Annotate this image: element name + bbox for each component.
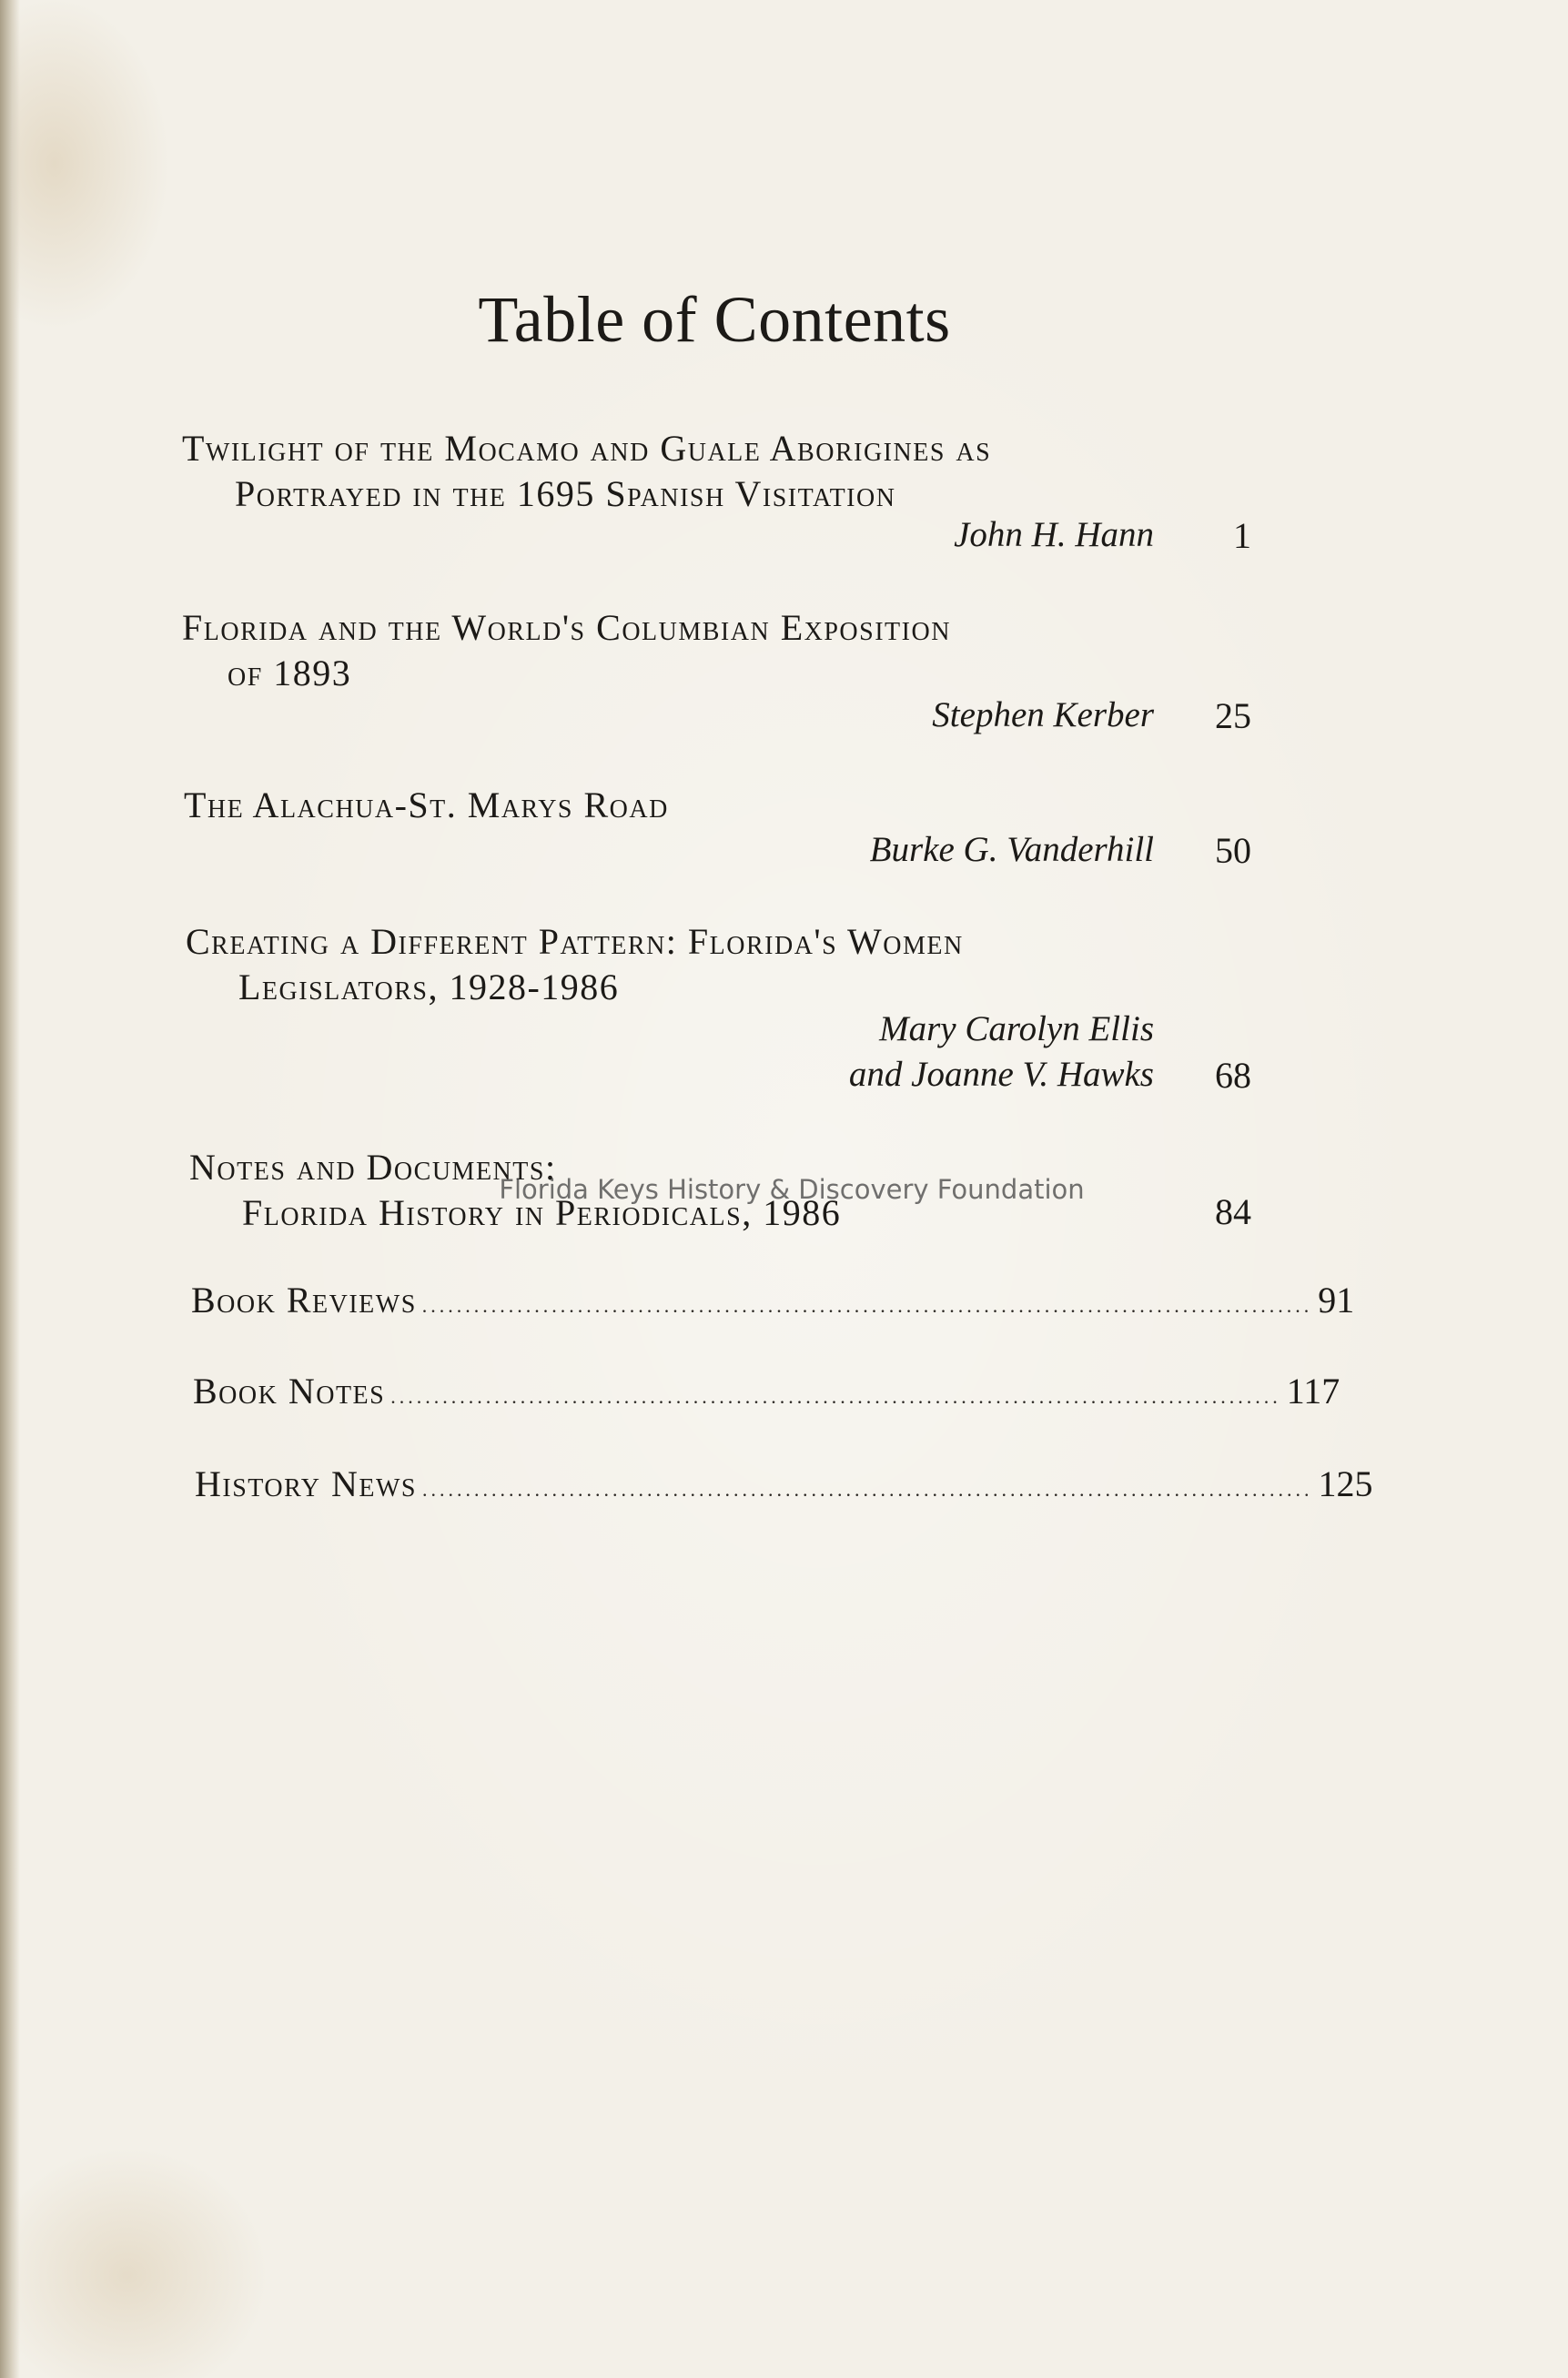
dot-leader: ....................................................................................................... [421,1294,1313,1317]
entry-title-line2: Portrayed in the 1695 Spanish Visitation [235,473,896,514]
section-label: Book Reviews [191,1280,417,1321]
toc-section-history-news [195,1462,1373,1505]
entry-page-number: 68 [1215,1055,1251,1096]
entry-title-line2: Florida History in Periodicals, 1986 [242,1192,842,1233]
section-page-number: 117 [1286,1371,1340,1412]
entry-page-number: 50 [1215,830,1251,871]
entry-title-line1: Creating a Different Pattern: Florida's Women [186,921,964,962]
section-label: Book Notes [193,1371,386,1412]
toc-section-book-reviews [191,1279,1355,1321]
toc-entry-columbian-exposition [182,605,951,696]
dot-leader: ....................................................................................................... [421,1478,1313,1501]
entry-title-line1: Notes and Documents: [189,1147,557,1188]
toc-entry-women-legislators [186,919,964,1010]
entry-title-line2: of 1893 [228,653,352,693]
entry-title-line1: Florida and the World's Columbian Exposition [182,607,951,648]
entry-author-line2: and Joanne V. Hawks [848,1055,1154,1094]
entry-author-line1: Mary Carolyn Ellis [879,1009,1154,1048]
entry-title-line1: The Alachua-St. Marys Road [184,784,669,825]
section-page-number: 125 [1318,1463,1373,1504]
entry-author: John H. Hann [954,515,1154,554]
entry-page-number: 84 [1215,1191,1251,1232]
section-label: History News [195,1463,417,1504]
watermark: Florida Keys History & Discovery Foundation [499,1174,1085,1205]
page-title: Table of Contents [478,283,951,356]
entry-page-number: 25 [1215,695,1251,736]
entry-author: Stephen Kerber [932,695,1154,734]
entry-title-line2: Legislators, 1928-1986 [238,966,620,1007]
section-page-number: 91 [1318,1280,1355,1321]
entry-author: Burke G. Vanderhill [869,830,1154,869]
toc-entry-twilight [182,426,991,517]
toc-entry-alachua-road [184,783,669,828]
toc-section-book-notes [193,1370,1340,1412]
dot-leader: ....................................................................................................... [390,1385,1281,1408]
entry-page-number: 1 [1233,515,1251,556]
entry-title-line1: Twilight of the Mocamo and Guale Aborigines as [182,428,992,469]
